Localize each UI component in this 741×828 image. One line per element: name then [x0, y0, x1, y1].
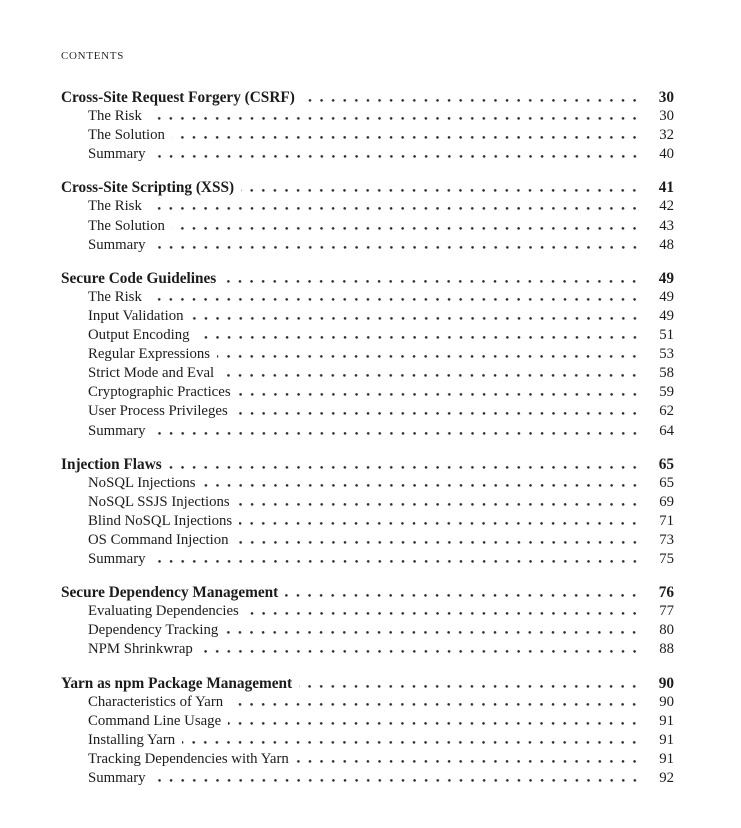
- toc: [61, 88, 674, 788]
- toc-sub-entry[interactable]: [61, 307, 674, 326]
- dot-leader: [217, 355, 644, 358]
- dot-leader: [149, 117, 644, 120]
- dot-leader: [203, 484, 644, 487]
- toc-section-entry[interactable]: [61, 269, 674, 288]
- toc-sub-entry[interactable]: [61, 402, 674, 421]
- toc-sub-entry[interactable]: [61, 364, 674, 383]
- toc-sub-entry[interactable]: [61, 621, 674, 640]
- toc-entry-title: Cross-Site Request Forgery (CSRF): [61, 89, 295, 106]
- dot-leader: [153, 246, 644, 249]
- toc-section-group: [61, 178, 674, 254]
- toc-entry-title: NoSQL Injections: [88, 474, 196, 491]
- toc-sub-entry[interactable]: [61, 145, 674, 164]
- toc-sub-entry[interactable]: [61, 197, 674, 216]
- toc-entry-title: OS Command Injection: [88, 531, 229, 548]
- dot-leader: [296, 760, 644, 763]
- toc-sub-entry[interactable]: [61, 693, 674, 712]
- toc-page-number: 73: [659, 531, 674, 548]
- toc-sub-entry[interactable]: [61, 107, 674, 126]
- toc-entry-title: Summary: [88, 770, 146, 786]
- toc-page-number: 49: [659, 288, 674, 305]
- toc-entry-title: Evaluating Dependencies: [88, 603, 239, 620]
- toc-page-number: 90: [658, 674, 674, 692]
- toc-sub-entry[interactable]: [61, 640, 674, 659]
- dot-leader: [302, 99, 644, 102]
- toc-sub-entry[interactable]: [61, 383, 674, 402]
- toc-entry-title: Input Validation: [88, 307, 184, 324]
- toc-page-number: 69: [659, 493, 674, 510]
- dot-leader: [246, 612, 644, 615]
- toc-sub-entry[interactable]: [61, 422, 674, 441]
- dot-leader: [238, 393, 644, 396]
- dot-leader: [200, 650, 644, 653]
- dot-leader: [149, 207, 644, 210]
- toc-page-number: 41: [658, 179, 674, 197]
- toc-page-number: 80: [659, 622, 674, 639]
- toc-entry-title: Yarn as npm Package Management: [61, 674, 293, 692]
- dot-leader: [285, 594, 644, 597]
- dot-leader: [172, 136, 644, 139]
- dot-leader: [225, 631, 644, 634]
- toc-entry-title: The Risk: [88, 198, 142, 215]
- toc-entry-title: Strict Mode and Eval: [88, 365, 215, 382]
- toc-entry-title: Regular Expressions: [88, 346, 211, 363]
- dot-leader: [153, 432, 644, 435]
- toc-page-number: 49: [659, 307, 674, 324]
- toc-sub-entry[interactable]: [61, 217, 674, 236]
- toc-section-group: [61, 269, 674, 441]
- toc-page-number: 91: [659, 712, 674, 729]
- toc-entry-title: Summary: [88, 551, 146, 568]
- toc-entry-title: Output Encoding: [88, 327, 190, 344]
- toc-page-number: 91: [659, 750, 674, 767]
- toc-entry-title: Blind NoSQL Injections: [88, 512, 233, 529]
- dot-leader: [197, 336, 644, 339]
- dot-leader: [153, 779, 644, 782]
- dot-leader: [241, 189, 644, 192]
- toc-page-number: 30: [659, 108, 674, 125]
- toc-section-entry[interactable]: [61, 583, 674, 602]
- toc-sub-entry[interactable]: [61, 345, 674, 364]
- toc-section-group: [61, 88, 674, 164]
- dot-leader: [169, 466, 644, 469]
- dot-leader: [239, 522, 644, 525]
- toc-section-group: [61, 583, 674, 659]
- toc-sub-entry[interactable]: [61, 474, 674, 493]
- toc-entry-title: Tracking Dependencies with Yarn: [88, 750, 289, 767]
- toc-entry-title: Command Line Usage: [88, 712, 222, 729]
- toc-page-number: 76: [658, 584, 674, 602]
- toc-section-entry[interactable]: [61, 455, 674, 474]
- toc-page-number: 90: [659, 693, 674, 710]
- toc-section-entry[interactable]: [61, 178, 674, 197]
- toc-page-number: 64: [659, 422, 674, 439]
- toc-entry-title: Cross-Site Scripting (XSS): [61, 179, 235, 197]
- toc-sub-entry[interactable]: [61, 602, 674, 621]
- toc-page-number: 62: [659, 403, 674, 420]
- toc-page-number: 71: [659, 512, 674, 529]
- toc-sub-entry[interactable]: [61, 493, 674, 512]
- toc-entry-title: The Solution: [88, 217, 165, 234]
- dot-leader: [228, 722, 644, 725]
- toc-sub-entry[interactable]: [61, 769, 674, 788]
- toc-entry-title: Dependency Tracking: [88, 622, 219, 639]
- dot-leader: [191, 317, 645, 320]
- dot-leader: [172, 227, 644, 230]
- toc-page-number: 58: [659, 365, 674, 382]
- toc-entry-title: NoSQL SSJS Injections: [88, 493, 230, 510]
- dot-leader: [182, 741, 644, 744]
- contents-header: CONTENTS: [61, 50, 125, 62]
- toc-entry-title: The Risk: [88, 288, 142, 305]
- toc-section-entry[interactable]: [61, 88, 674, 107]
- toc-page-number: 65: [658, 455, 674, 473]
- toc-page-number: 65: [659, 474, 674, 491]
- toc-page-number: 91: [659, 731, 674, 748]
- toc-page-number: 48: [659, 236, 674, 253]
- dot-leader: [235, 412, 644, 415]
- toc-entry-title: Injection Flaws: [61, 455, 162, 473]
- toc-sub-entry[interactable]: [61, 512, 674, 531]
- toc-entry-title: Summary: [88, 422, 146, 439]
- dot-leader: [299, 685, 644, 688]
- toc-entry-title: Characteristics of Yarn: [88, 693, 224, 710]
- dot-leader: [149, 298, 644, 301]
- toc-sub-entry[interactable]: [61, 326, 674, 345]
- dot-leader: [153, 560, 644, 563]
- toc-sub-entry[interactable]: [61, 236, 674, 255]
- toc-entry-title: Secure Code Guidelines: [61, 269, 217, 287]
- toc-sub-entry[interactable]: [61, 750, 674, 769]
- dot-leader: [153, 155, 644, 158]
- toc-section-entry[interactable]: [61, 674, 674, 693]
- toc-sub-entry[interactable]: [61, 731, 674, 750]
- toc-entry-title: Cryptographic Practices: [88, 384, 231, 401]
- toc-sub-entry[interactable]: [61, 126, 674, 145]
- toc-sub-entry[interactable]: [61, 531, 674, 550]
- toc-section-group: [61, 455, 674, 570]
- toc-page-number: 59: [659, 384, 674, 401]
- toc-page-number: 75: [659, 551, 674, 568]
- dot-leader: [237, 503, 644, 506]
- toc-page-number: 92: [659, 770, 674, 786]
- toc-entry-title: NPM Shrinkwrap: [88, 641, 193, 658]
- toc-page-number: 30: [658, 89, 674, 106]
- toc-entry-title: User Process Privileges: [88, 403, 228, 420]
- toc-page-number: 42: [659, 198, 674, 215]
- toc-sub-entry[interactable]: [61, 550, 674, 569]
- toc-page-number: 32: [659, 127, 674, 144]
- toc-page-number: 43: [659, 217, 674, 234]
- toc-entry-title: The Solution: [88, 127, 165, 144]
- toc-page-number: 77: [659, 603, 674, 620]
- toc-page-number: 40: [659, 146, 674, 163]
- toc-page-number: 49: [658, 269, 674, 287]
- toc-page-number: 53: [659, 346, 674, 363]
- toc-sub-entry[interactable]: [61, 712, 674, 731]
- toc-section-group: [61, 674, 674, 789]
- toc-page-number: 88: [659, 641, 674, 658]
- toc-entry-title: Installing Yarn: [88, 731, 176, 748]
- toc-entry-title: Secure Dependency Management: [61, 584, 279, 602]
- toc-sub-entry[interactable]: [61, 288, 674, 307]
- toc-entry-title: Summary: [88, 236, 146, 253]
- dot-leader: [236, 541, 644, 544]
- toc-entry-title: Summary: [88, 146, 146, 163]
- dot-leader: [230, 703, 644, 706]
- dot-leader: [221, 374, 644, 377]
- toc-entry-title: The Risk: [88, 108, 142, 125]
- toc-page-number: 51: [659, 327, 674, 344]
- dot-leader: [223, 280, 644, 283]
